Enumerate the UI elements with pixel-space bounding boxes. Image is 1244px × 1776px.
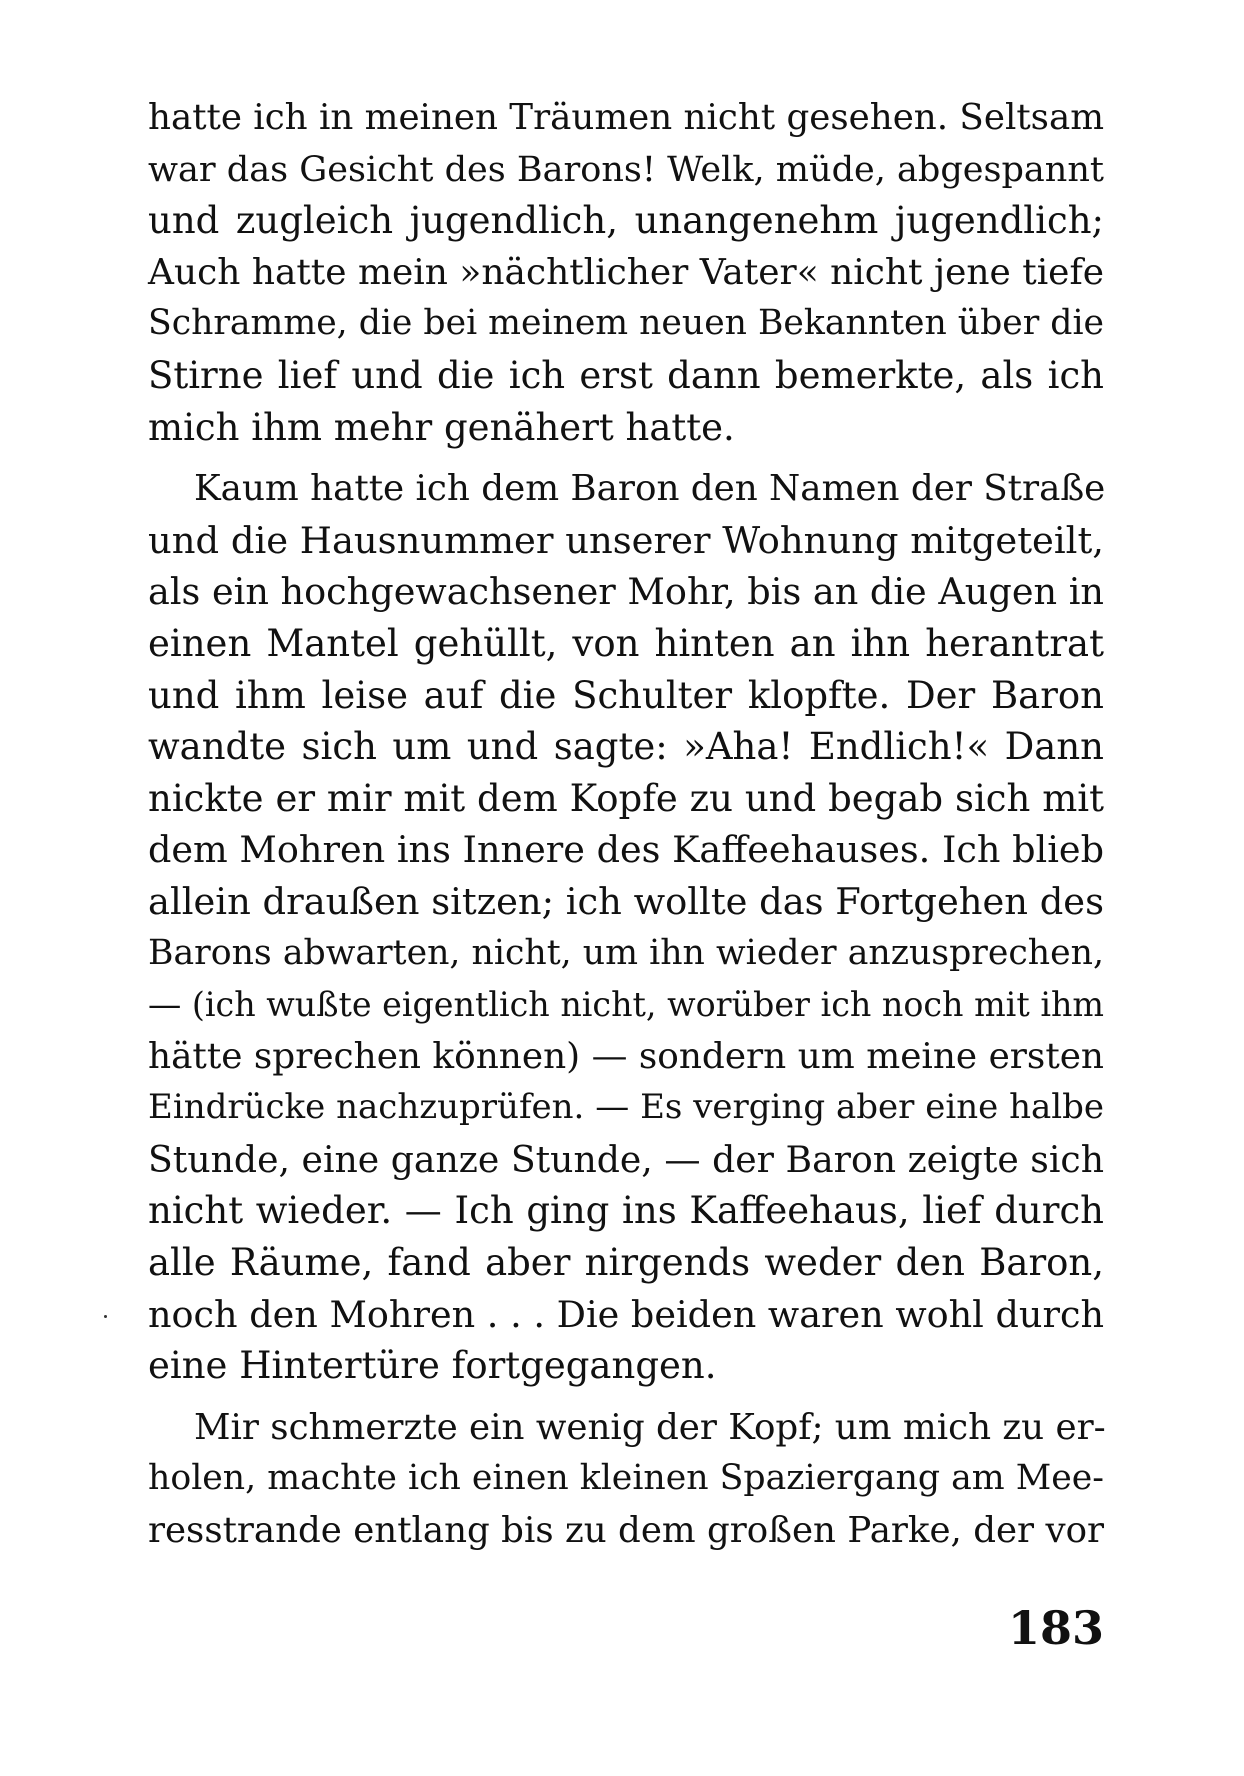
text-line: und die Hausnummer unserer Wohnung mitgeteilt, bbox=[148, 518, 1104, 562]
text-line: als ein hochgewachsener Mohr, bis an die Augen in bbox=[148, 570, 1104, 614]
text-line: Eindrücke nachzuprüfen. — Es verging aber eine halbe bbox=[148, 1087, 1104, 1128]
text-line: noch den Mohren . . . Die beiden waren wohl durch bbox=[148, 1292, 1104, 1336]
text-line: Mir schmerzte ein wenig der Kopf; um mich zu er- bbox=[194, 1406, 1106, 1448]
text-line: Schramme, die bei meinem neuen Bekannten über die bbox=[148, 303, 1104, 344]
text-line: alle Räume, fand aber nirgends weder den Baron, bbox=[148, 1241, 1104, 1285]
text-line: holen, machte ich einen kleinen Spaziergang am Mee- bbox=[148, 1458, 1104, 1499]
text-line: — (ich wußte eigentlich nicht, worüber ich noch mit ihm bbox=[148, 985, 1104, 1025]
text-line: Barons abwarten, nicht, um ihn wieder anzusprechen, bbox=[148, 932, 1104, 973]
text-line: Kaum hatte ich dem Baron den Namen der Straße bbox=[194, 468, 1106, 510]
text-line: und zugleich jugendlich, unangenehm jugendlich; bbox=[148, 199, 1104, 243]
text-line: hätte sprechen können) — sondern um meine ersten bbox=[148, 1035, 1104, 1077]
text-line: einen Mantel gehüllt, von hinten an ihn herantrat bbox=[148, 621, 1104, 665]
text-line: war das Gesicht des Barons! Welk, müde, abgespannt bbox=[148, 148, 1104, 190]
paragraph-gap bbox=[148, 453, 1104, 463]
text-line: Stunde, eine ganze Stunde, — der Baron zeigte sich bbox=[148, 1137, 1104, 1181]
print-speck bbox=[104, 1315, 107, 1318]
body-text bbox=[148, 92, 1104, 1557]
text-line: allein draußen sitzen; ich wollte das Fortgehen des bbox=[148, 879, 1104, 923]
text-line: nickte er mir mit dem Kopfe zu und begab sich mit bbox=[148, 776, 1104, 820]
text-line: wandte sich um und sagte: »Aha! Endlich!« Dann bbox=[148, 725, 1104, 769]
paragraph-gap bbox=[148, 1392, 1104, 1402]
text-line: dem Mohren ins Innere des Kaffeehauses. Ich blieb bbox=[148, 828, 1104, 872]
text-line: nicht wieder. — Ich ging ins Kaffeehaus, lief durch bbox=[148, 1189, 1104, 1233]
text-line: mich ihm mehr genähert hatte. bbox=[148, 405, 735, 449]
text-line: resstrande entlang bis zu dem großen Parke, der vor bbox=[148, 1510, 1104, 1552]
text-line: Auch hatte mein »nächtlicher Vater« nicht jene tiefe bbox=[148, 251, 1104, 293]
text-line: eine Hintertüre fortgegangen. bbox=[148, 1344, 717, 1388]
text-line: und ihm leise auf die Schulter klopfte. Der Baron bbox=[148, 673, 1104, 717]
text-line: Stirne lief und die ich erst dann bemerkte, als ich bbox=[148, 353, 1104, 397]
page-number: 183 bbox=[1007, 1601, 1104, 1655]
text-line: hatte ich in meinen Träumen nicht gesehen. Seltsam bbox=[148, 97, 1104, 138]
